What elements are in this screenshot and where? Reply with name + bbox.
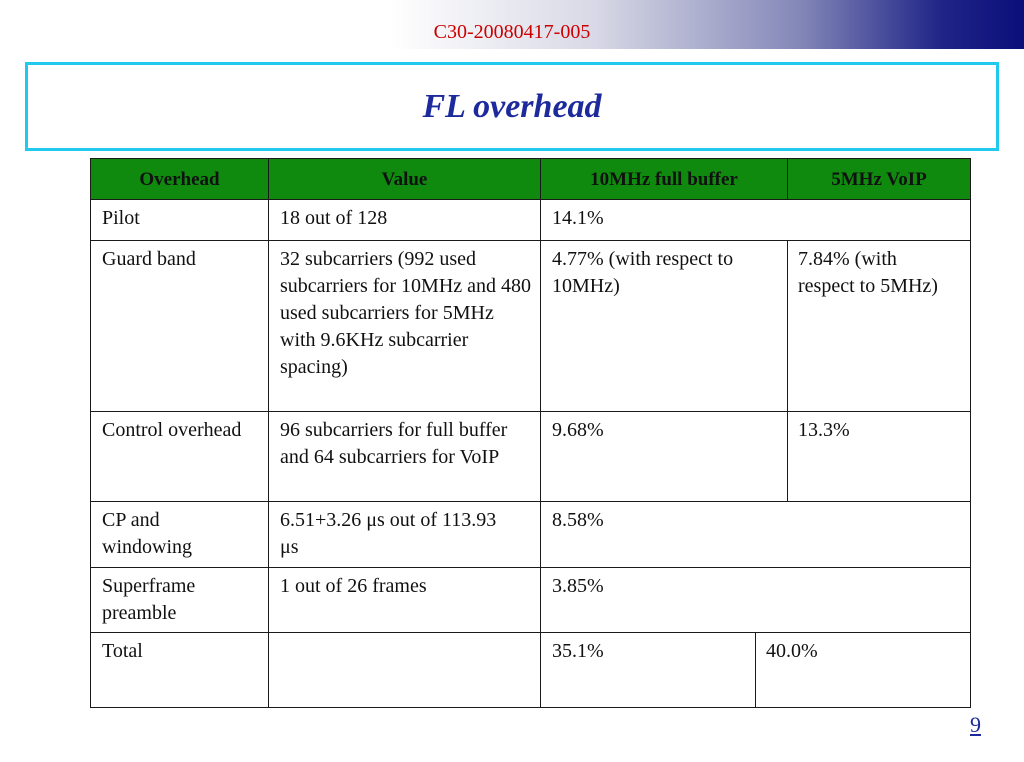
header-10mhz-full-buffer: 10MHz full buffer [590, 169, 738, 190]
cell-superframe-preamble-name: Superframe preamble [102, 575, 196, 624]
cell-control-overhead-10mhz: 9.68% [552, 419, 604, 441]
column-divider [787, 240, 788, 502]
slide-title: FL overhead [422, 88, 602, 125]
header-5mhz-voip: 5MHz VoIP [831, 169, 927, 190]
column-divider [755, 632, 756, 707]
cell-guard-band-value: 32 subcarriers (992 used subcarriers for 10MHz and 480 used subcarriers for 5MHz with 9.6KHz subcarrier spacing) [280, 248, 532, 378]
column-divider [268, 159, 269, 707]
cell-pilot-overhead: 14.1% [552, 207, 604, 229]
header-overhead: Overhead [139, 169, 220, 190]
document-id: C30-20080417-005 [433, 21, 591, 43]
row-divider [91, 411, 970, 412]
header-value: Value [381, 169, 428, 190]
cell-cp-windowing-name: CP and windowing [102, 509, 192, 558]
cell-cp-windowing-value: 6.51+3.26 μs out of 113.93 μs [280, 509, 497, 558]
cell-guard-band-5mhz: 7.84% (with respect to 5MHz) [798, 248, 938, 297]
cell-guard-band-name: Guard band [102, 248, 196, 270]
row-divider [91, 567, 970, 568]
overhead-table [90, 158, 971, 708]
cell-total-10mhz: 35.1% [552, 640, 604, 662]
row-divider [91, 240, 970, 241]
cell-control-overhead-5mhz: 13.3% [798, 419, 850, 441]
cell-cp-windowing-overhead: 8.58% [552, 509, 604, 531]
cell-superframe-preamble-value: 1 out of 26 frames [280, 575, 427, 597]
cell-guard-band-10mhz: 4.77% (with respect to 10MHz) [552, 248, 734, 297]
cell-superframe-preamble-overhead: 3.85% [552, 575, 604, 597]
page-number-link[interactable]: 9 [970, 712, 981, 737]
cell-pilot-name: Pilot [102, 207, 140, 229]
cell-control-overhead-value: 96 subcarriers for full buffer and 64 subcarriers for VoIP [280, 419, 508, 468]
cell-pilot-value: 18 out of 128 [280, 207, 388, 229]
row-divider [91, 632, 970, 633]
cell-total-5mhz: 40.0% [766, 640, 818, 662]
row-divider [91, 199, 970, 200]
row-divider [91, 501, 970, 502]
title-box [25, 62, 999, 151]
column-divider [540, 159, 541, 707]
cell-control-overhead-name: Control overhead [102, 419, 242, 441]
cell-total-name: Total [102, 640, 143, 662]
